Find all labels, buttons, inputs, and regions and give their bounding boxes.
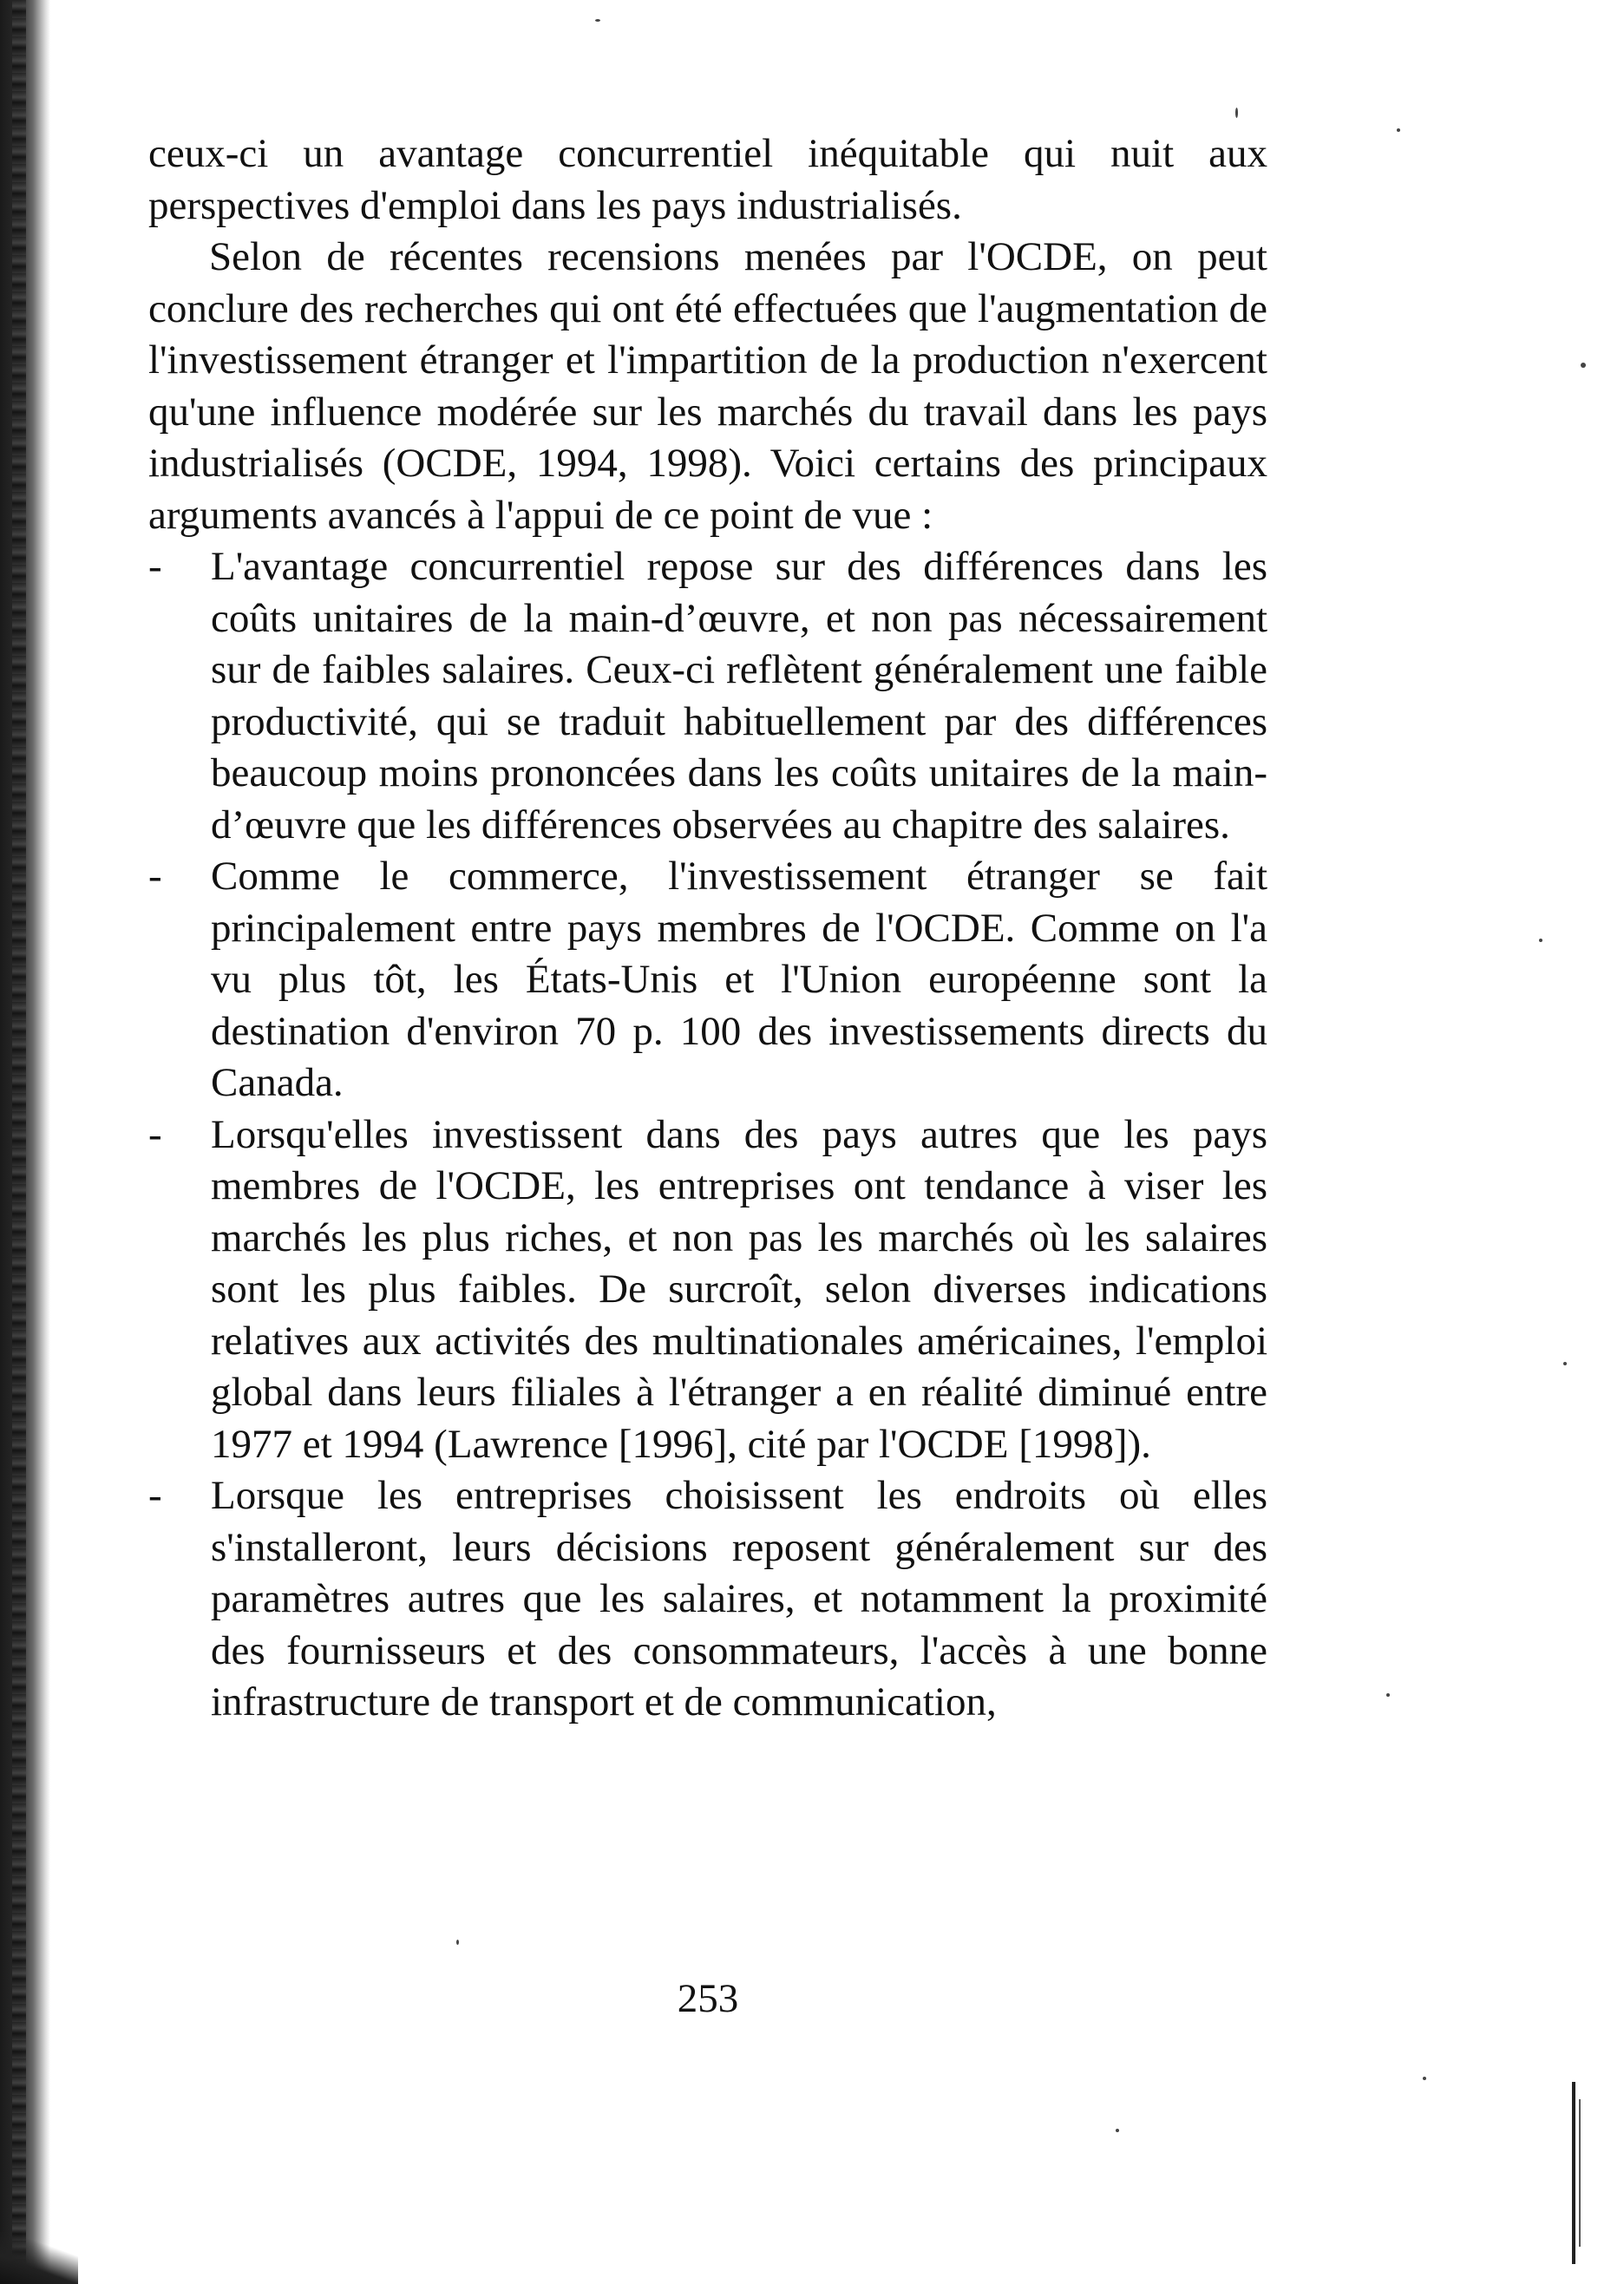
- list-item-text: Lorsqu'elles investissent dans des pays autres que les pays membres de l'OCDE, les entreprises ont tendance à viser les marchés les plus riches, et non pas les marchés où les salaires sont les plus faibles. De surcroît, selon diverses indications relatives aux activités des multinationales américaines, l'emploi global dans leurs filiales à l'étranger a en réalité diminué entre 1977 et 1994 (Lawrence [1996], cité par l'OCDE [1998]).: [211, 1111, 1267, 1467]
- scan-speck: [1539, 939, 1542, 942]
- scan-speck: [1423, 2077, 1426, 2080]
- argument-list: [148, 541, 1267, 1729]
- page-number: 253: [677, 1976, 739, 2021]
- right-edge-mark: [1572, 2082, 1575, 2264]
- bullet-dash: -: [148, 1111, 162, 1157]
- scan-speck: [1116, 2129, 1119, 2132]
- list-item: [148, 1470, 1267, 1729]
- list-item: [148, 851, 1267, 1109]
- body-text: [148, 128, 1267, 1729]
- bullet-dash: -: [148, 1473, 162, 1518]
- scan-speck: [1563, 1362, 1567, 1365]
- scan-speck: [1235, 108, 1238, 118]
- list-item-text: L'avantage concurrentiel repose sur des différences dans les coûts unitaires de la main-d’œuvre, et non pas nécessairement sur de faibles salaires. Ceux-ci reflètent généralement une faible productivité, qui se traduit habituellement par des différences beaucoup moins prononcées dans les coûts unitaires de la main-d’œuvre que les différences observées au chapitre des salaires.: [211, 544, 1267, 848]
- paragraph-ocde-reviews: Selon de récentes recensions menées par l'OCDE, on peut conclure des recherches qui ont été effectuées que l'augmentation de l'investissement étranger et l'impartition de la production n'exercent qu'une influence modérée sur les marchés du travail dans les pays industrialisés (OCDE, 1994, 1998). Voici certains des principaux arguments avancés à l'appui de ce point de vue :: [148, 234, 1267, 538]
- page-corner-shadow: [0, 2232, 78, 2284]
- list-item: [148, 1109, 1267, 1471]
- scan-speck: [1581, 363, 1586, 368]
- scan-speck: [1397, 128, 1400, 132]
- paragraph-continuation: ceux-ci un avantage concurrentiel inéquitable qui nuit aux perspectives d'emploi dans les pays industrialisés.: [148, 131, 1267, 228]
- bullet-dash: -: [148, 854, 162, 899]
- bullet-dash: -: [148, 544, 162, 589]
- scan-speck: [595, 19, 600, 22]
- list-item-text: Lorsque les entreprises choisissent les endroits où elles s'installeront, leurs décisions reposent généralement sur des paramètres autres que les salaires, et notamment la proximité des fournisseurs et des consommateurs, l'accès à une bonne infrastructure de transport et de communication,: [211, 1473, 1267, 1724]
- list-item: [148, 541, 1267, 851]
- right-edge-mark-secondary: [1579, 2099, 1581, 2247]
- scan-speck: [1386, 1693, 1390, 1697]
- list-item-text: Comme le commerce, l'investissement étranger se fait principalement entre pays membres de l'OCDE. Comme on l'a vu plus tôt, les États-Unis et l'Union européenne sont la destination d'environ 70 p. 100 des investissements directs du Canada.: [211, 854, 1267, 1105]
- scan-speck: [456, 1940, 459, 1945]
- binding-edge-texture: [12, 0, 26, 2284]
